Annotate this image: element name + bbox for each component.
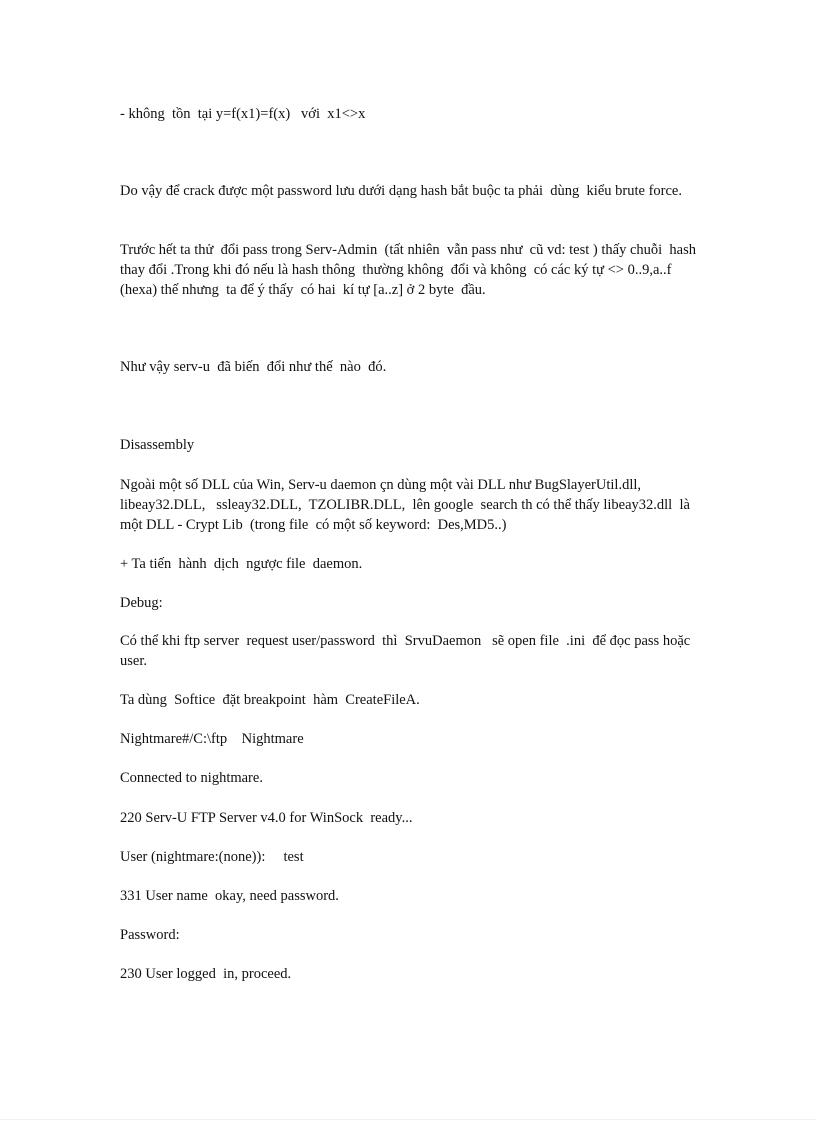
paragraph-softice: Ta dùng Softice đặt breakpoint hàm CreateFileA. — [120, 692, 420, 708]
paragraph-ftp-request: Có thể khi ftp server request user/password thì SrvuDaemon sẽ open file .ini để đọc pass hoặc user. — [120, 633, 694, 669]
paragraph-dll-list: Ngoài một số DLL của Win, Serv-u daemon çn dùng một vài DLL như BugSlayerUtil.dll, libeay32.DLL, ssleay32.DLL, TZOLIBR.DLL, lên google search th có thể thấy libeay32.dll là một DLL - Crypt Lib (trong file có một số keyword: Des,MD5..) — [120, 477, 694, 533]
paragraph-hash-condition: - không tồn tại y=f(x1)=f(x) với x1<>x — [120, 106, 366, 122]
console-user-prompt: User (nightmare:(none)): test — [120, 849, 304, 865]
console-need-password: 331 User name okay, need password. — [120, 888, 339, 904]
paragraph-brute-force: Do vậy để crack được một password lưu dưới dạng hash bắt buộc ta phải dùng kiểu brute force. — [120, 183, 682, 199]
paragraph-change-pass: Trước hết ta thử đổi pass trong Serv-Admin (tất nhiên vẫn pass như cũ vd: test ) thấy chuỗi hash thay đổi .Trong khi đó nếu là hash thông thường không đổi và không có các ký tự <> 0..9,a..f (hexa) thế nhưng ta để ý thấy có hai kí tự [a..z] ở 2 byte đầu. — [120, 242, 700, 298]
page-bottom-edge — [0, 1119, 816, 1120]
paragraph-serv-u-change: Như vậy serv-u đã biến đổi như thế nào đó. — [120, 359, 387, 375]
console-connected: Connected to nightmare. — [120, 770, 263, 786]
paragraph-decompile: + Ta tiến hành dịch ngược file daemon. — [120, 556, 363, 572]
console-password-prompt: Password: — [120, 927, 180, 943]
console-command: Nightmare#/C:\ftp Nightmare — [120, 731, 304, 747]
console-logged-in: 230 User logged in, proceed. — [120, 966, 292, 982]
heading-disassembly: Disassembly — [120, 437, 195, 453]
console-server-ready: 220 Serv-U FTP Server v4.0 for WinSock ready... — [120, 810, 413, 826]
heading-debug: Debug: — [120, 595, 163, 611]
